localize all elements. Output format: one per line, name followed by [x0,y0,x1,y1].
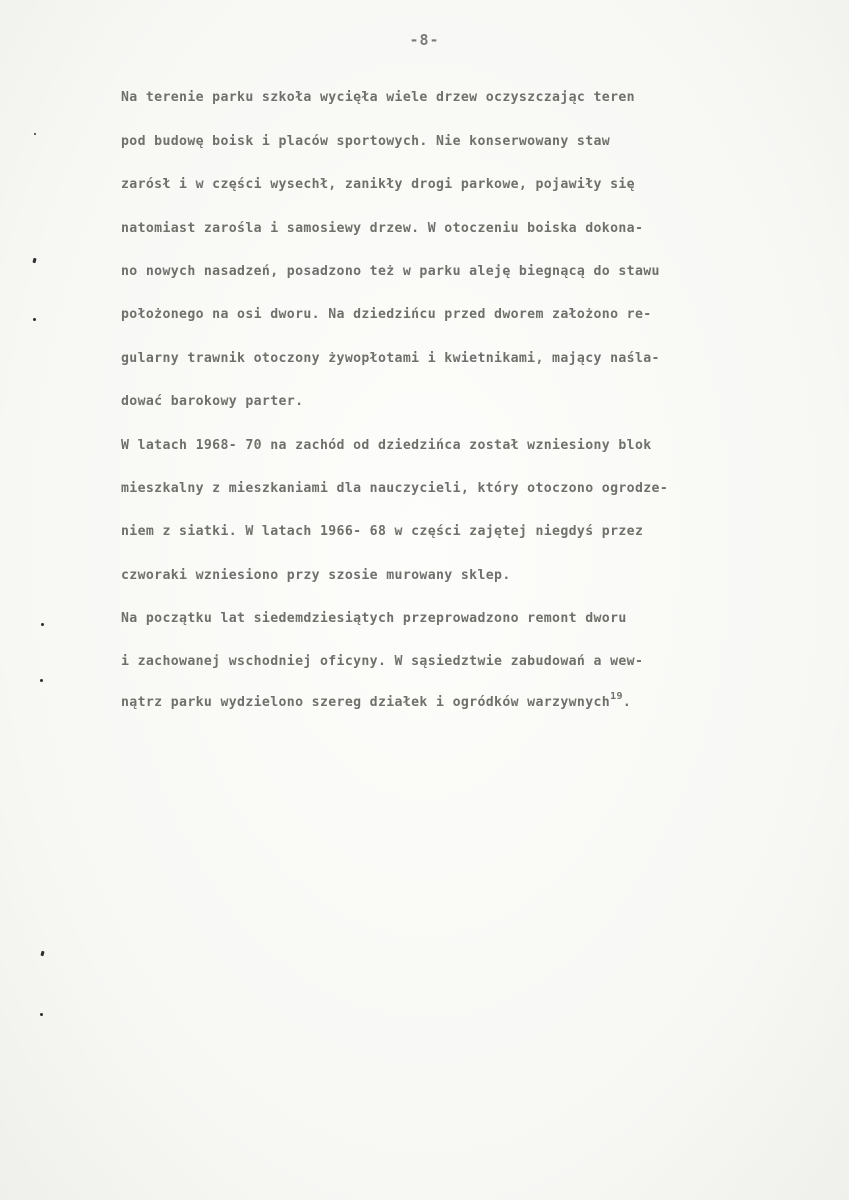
scan-speck [33,318,36,321]
scan-speck [32,258,36,264]
scan-speck [41,623,44,626]
end-punctuation: . [622,695,632,710]
scan-speck [40,951,44,957]
scan-speck [40,679,43,682]
text-line-13: Na początku lat siedemdziesiątych przeprowadzono remont dworu [121,611,627,626]
text-line-5: no nowych nasadzeń, posadzono też w parku aleję biegnącą do stawu [121,264,660,279]
text-line-9: W latach 1968- 70 na zachód od dziedzińca został wzniesiony blok [121,438,652,453]
text-line-12: czworaki wzniesiono przy szosie murowany sklep. [121,568,511,583]
footnote-reference: 19 [610,691,623,702]
text-line-11: niem z siatki. W latach 1966- 68 w części zajętej niegdyś przez [121,524,644,539]
text-line-3: zarósł i w części wysechł, zanikły drogi parkowe, pojawiły się [121,177,635,192]
scan-speck [40,1013,43,1016]
text-line-15-content: nątrz parku wydzielono szereg działek i ogródków warzywnych [121,695,611,710]
text-line-15 [121,693,631,713]
text-line-2: pod budowę boisk i placów sportowych. Nie konserwowany staw [121,134,611,149]
page-number: -8- [409,31,440,49]
text-line-1: Na terenie parku szkoła wycięła wiele drzew oczyszczając teren [121,90,635,105]
text-line-10: mieszkalny z mieszkaniami dla nauczycieli, który otoczono ogrodze- [121,481,669,496]
text-line-7: gularny trawnik otoczony żywopłotami i kwietnikami, mający naśla- [121,351,660,366]
text-line-8: dować barokowy parter. [121,394,304,409]
text-line-4: natomiast zarośla i samosiewy drzew. W otoczeniu boiska dokona- [121,221,644,236]
text-line-6: położonego na osi dworu. Na dziedzińcu przed dworem założono re- [121,307,652,322]
text-line-14: i zachowanej wschodniej oficyny. W sąsiedztwie zabudowań a wew- [121,654,644,669]
scan-speck [34,133,36,135]
